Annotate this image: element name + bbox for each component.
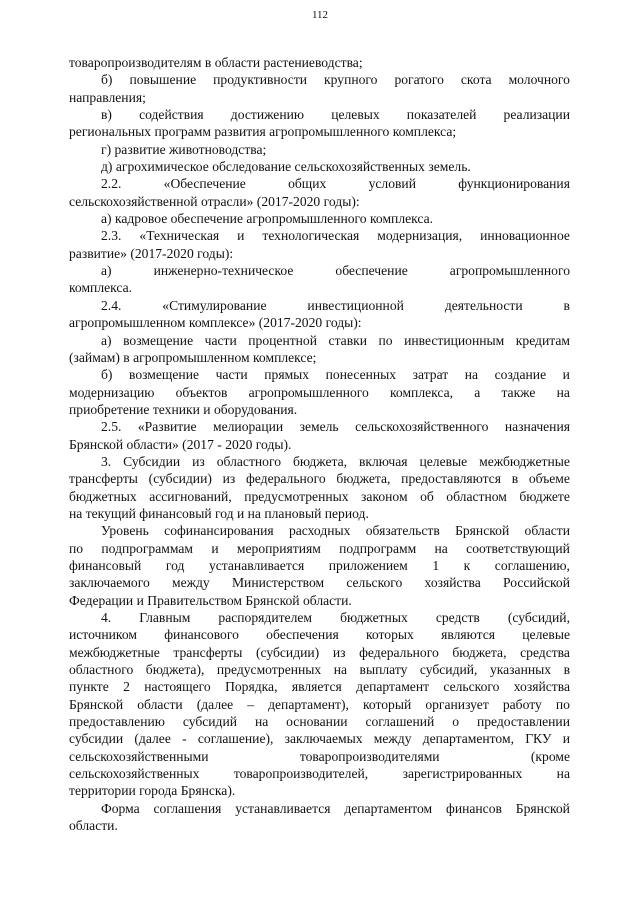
word: средства [520,644,570,660]
word: департаментом [344,800,433,816]
word: б) [101,72,113,88]
word: земель [299,419,339,435]
word: понесенных [325,367,397,383]
word: – [247,696,255,712]
word: по [378,332,393,348]
word: устанавливается [208,557,305,573]
word: а) [101,263,112,279]
text-line [69,522,570,539]
text-line [69,713,570,730]
word: 4. [101,610,112,625]
word: софинансирования [164,523,274,539]
word: предоставляются [401,471,501,487]
word: «Обеспечение [163,176,246,192]
text-line [69,800,570,817]
word: обеспечения [266,627,339,643]
word: которых [366,627,414,643]
word: кредитам [515,332,570,348]
word: прямых [264,367,310,383]
word: являются [441,627,496,643]
word: области [524,523,570,539]
word: а) [101,332,112,348]
word: обеспечение [335,263,408,279]
word: предоставлению [69,714,165,730]
word: сельскохозяйственными [69,748,209,764]
word: части [215,367,248,383]
word: из [192,453,205,469]
word: (субсидий, [507,610,570,625]
text-line: комплекса. [69,280,133,296]
word: реализации [503,107,570,123]
word: ставки [328,332,368,348]
word: целевых [331,107,380,123]
word: возмещение [123,332,194,348]
word: (кроме [530,748,570,764]
word: функционирования [458,176,570,192]
word: ГКУ [525,731,552,747]
word: департаментом, [422,731,514,747]
page-number: 112 [311,9,329,21]
text-line: агропромышленном комплексе» (2017-2020 годы): [69,315,362,331]
word: департамент [356,679,430,695]
word: финансов [446,800,502,816]
word: деятельности [444,297,523,313]
word: и [562,367,570,383]
word: на [464,367,479,383]
text-line: сельскохозяйственной отрасли» (2017-2020 годы): [69,193,360,209]
text-line [69,297,570,314]
text-line [69,262,570,279]
text-line: Брянской области» (2017 - 2020 годы). [69,436,292,452]
word: процентной [248,332,318,348]
text-line [69,661,570,678]
word: Российской [503,575,570,591]
text-line [69,175,570,192]
word: на [556,766,570,782]
word: (далее [134,731,171,747]
word: - [182,731,187,747]
word: заключаемых [284,731,363,747]
text-line: на текущий финансовый год и на плановый период. [69,505,369,521]
word: соглашения [153,800,222,816]
word: Субсидии [123,453,181,469]
text-line: Федерации и Правительством Брянской области. [69,592,352,608]
word: области [137,696,183,712]
word: межбюджетные [69,644,160,660]
text-line: а) кадровое обеспечение агропромышленного комплекса. [101,211,434,227]
text-line [69,644,570,661]
word: к [463,557,471,573]
text-line [69,453,570,470]
word: модернизацию [69,384,155,400]
word: соглашение), [197,731,274,747]
word: объеме [528,471,570,487]
text-line: развитие» (2017-2020 годы): [69,245,234,261]
word: и [211,540,219,556]
word: инвестиционным [404,332,505,348]
word: который [362,696,412,712]
word: целевые [419,453,468,469]
word: федерального [245,471,326,487]
word: в [563,297,570,313]
word: Форма [101,800,140,816]
text-line [69,678,570,695]
word: областного [69,662,134,678]
word: на [254,714,269,730]
word: товаропроизводителями [299,748,440,764]
word: «Стимулирование [162,297,267,313]
word: выплату [359,662,408,678]
text-line [69,332,570,349]
word: «Техническая [139,228,220,244]
word: части [204,332,237,348]
text-line [69,574,570,591]
word: общих [288,176,327,192]
word: 2.5. [101,419,122,435]
word: финансовый [69,557,142,573]
word: включая [358,453,408,469]
word: предусмотренных [244,488,349,504]
word: работу [502,696,542,712]
word: соглашений [365,714,435,730]
word: Брянской [69,696,124,712]
text-line: г) развитие животноводства; [101,141,267,157]
word: и [562,731,570,747]
word: на [556,384,570,400]
word: финансового [164,627,239,643]
word: Брянской [455,523,510,539]
word: трансферты [69,471,138,487]
word: скота [460,72,492,88]
word: об [420,488,434,504]
word: объектов [175,384,228,400]
word: сельского [346,575,403,591]
word: департамент), [268,696,349,712]
word: условий [368,176,416,192]
word: подпрограмм [339,540,417,556]
word: основании [286,714,348,730]
word: инновационное [480,228,570,244]
word: достижению [230,107,305,123]
word: устанавливается [235,800,331,816]
word: бюджета), [145,662,205,678]
text-line [69,557,570,574]
word: бюджетных [69,488,137,504]
word: 3. [101,453,112,469]
word: б) [101,367,113,383]
word: агропромышленного [248,384,369,400]
text-line [69,384,570,401]
word: обязательств [365,523,440,539]
word: субсидий, [419,662,478,678]
word: на [333,662,348,678]
text-line [69,730,570,747]
word: предоставлении [476,714,570,730]
word: хозяйства [513,679,570,695]
word: крупного [324,72,378,88]
word: модернизация, [377,228,463,244]
word: 2.4. [101,297,122,313]
word: по [555,696,570,712]
word: возмещение [129,367,200,383]
word: на [434,540,448,556]
word: между [171,575,210,591]
word: целевые [522,627,570,643]
word: предусмотренных [216,662,322,678]
word: а [474,384,481,400]
word: бюджета, [292,453,348,469]
text-line: области. [69,818,118,834]
word: федерального [359,644,439,660]
word: в [511,471,519,487]
word: зарегистрированных [402,766,523,782]
word: 1 [432,557,440,573]
word: показателей [406,107,477,123]
word: ассигнований, [149,488,232,504]
word: бюджете [519,488,570,504]
word: по [69,540,84,556]
text-line: (займам) в агропромышленном комплексе; [69,349,317,365]
word: сельскохозяйственного [355,419,489,435]
text-line [69,696,570,713]
word: Уровень [101,523,149,539]
word: (далее [196,696,234,712]
word: создание [494,367,547,383]
word: подпрограммам [101,540,194,556]
word: бюджета, [336,471,391,487]
text-line: направления; [69,89,146,105]
text-line [69,748,570,765]
word: Порядка, [225,679,278,695]
word: 2.3. [101,228,122,244]
word: 2 [123,679,130,695]
text-line [69,609,570,626]
word: областного [216,453,281,469]
word: распорядителем [218,610,312,625]
word: субсидий [182,714,238,730]
word: мелиорации [213,419,284,435]
word: агропромышленного [449,263,570,279]
word: товаропроизводителей, [233,766,369,782]
document-body [69,54,570,834]
word: Главным [139,610,191,625]
word: бюджетных [340,610,408,625]
text-line [69,418,570,435]
word: межбюджетные [479,453,570,469]
word: является [291,679,342,695]
word: повышение [129,72,197,88]
text-line [69,366,570,383]
word: средств [435,610,480,625]
word: о [452,714,460,730]
word: Брянской [515,800,570,816]
word: (субсидии) [255,644,320,660]
word: молочного [508,72,570,88]
word: субсидии [69,731,124,747]
word: инвестиционной [307,297,404,313]
word: соглашению, [494,557,570,573]
word: в [563,662,570,678]
word: указанных [489,662,552,678]
word: приложением [328,557,408,573]
word: содействия [139,107,204,123]
word: рогатого [394,72,444,88]
word: год [165,557,185,573]
word: трансферты [173,644,243,660]
word: назначения [504,419,570,435]
text-line [69,227,570,244]
text-line [69,106,570,123]
word: затрат [412,367,449,383]
word: и [237,228,245,244]
text-line [69,626,570,643]
word: мероприятиям [236,540,321,556]
word: технологическая [262,228,360,244]
word: Министерством [231,575,325,591]
word: заключаемого [69,575,150,591]
word: расходных [288,523,351,539]
word: также [501,384,536,400]
word: сельского [443,679,500,695]
word: источником [69,627,137,643]
text-line [69,488,570,505]
word: «Развитие [137,419,197,435]
word: сельскохозяйственных [69,766,200,782]
word: хозяйства [424,575,481,591]
word: областном [446,488,507,504]
word: настоящего [144,679,211,695]
word: между [373,731,412,747]
text-line: территории города Брянска). [69,783,236,799]
word: из [332,644,346,660]
word: организует [425,696,489,712]
word: бюджета, [452,644,507,660]
text-line [69,540,570,557]
word: из [222,471,236,487]
word: комплекса, [390,384,454,400]
text-line: региональных программ развития агропромышленного комплекса; [69,124,457,140]
text-line [69,765,570,782]
text-line: товаропроизводителям в области растениеводства; [69,55,363,70]
text-line: приобретение техники и оборудования. [69,401,298,417]
text-line [69,71,570,88]
word: пункте [69,679,109,695]
text-line [69,470,570,487]
text-line: д) агрохимическое обследование сельскохозяйственных земель. [101,159,471,175]
word: продуктивности [213,72,308,88]
word: в) [101,107,112,123]
word: инженерно-техническое [153,263,294,279]
word: законом [361,488,408,504]
word: соответствующий [466,540,570,556]
word: (субсидии) [148,471,212,487]
word: 2.2. [101,176,122,192]
